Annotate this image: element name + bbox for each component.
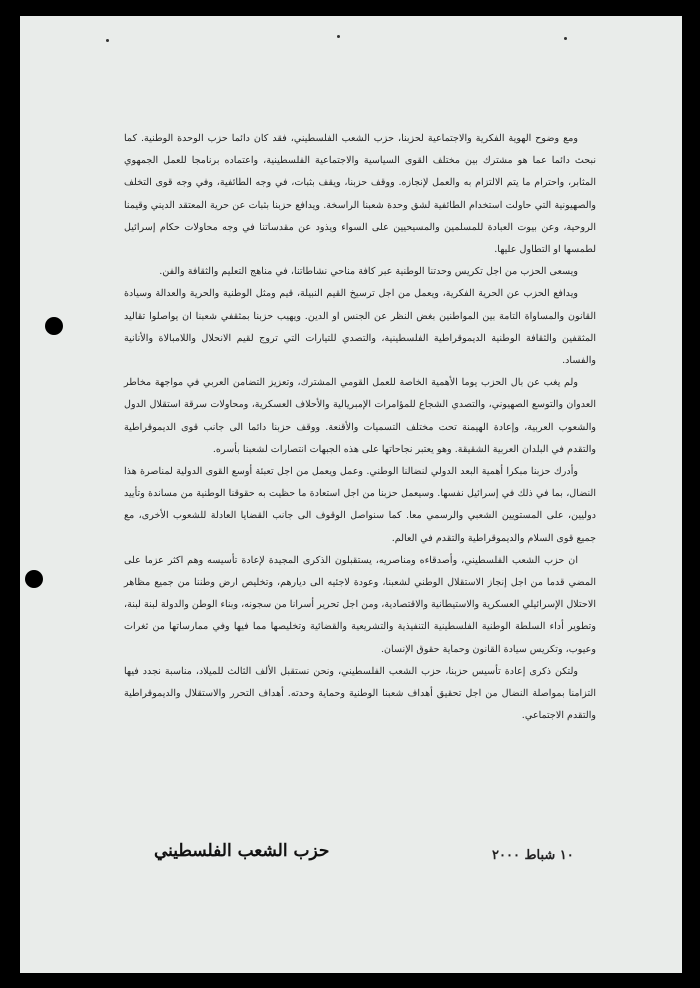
- punch-mark: [564, 37, 567, 40]
- document-body: [124, 128, 596, 727]
- paragraph-2: ويسعى الحزب من اجل تكريس وحدتنا الوطنية عبر كافة مناحي نشاطاتنا، في مناهج التعليم والثقافة والفن.: [159, 266, 578, 278]
- document-date: ١٠ شباط ٢٠٠٠: [492, 848, 574, 863]
- document-page: [20, 16, 682, 973]
- signature-party-name: حزب الشعب الفلسطيني: [154, 841, 330, 861]
- binder-hole-top: [45, 317, 63, 335]
- paragraph-1: ومع وضوح الهوية الفكرية والاجتماعية لحزبنا، حزب الشعب الفلسطيني، فقد كان دائما حزب الوحدة الوطنية. كما نبحث دائما عما هو مشترك بين مختلف القوى السياسية والاجتماعية الفلسطينية، واعتماده برنامجا للعمل الجمهوي المثابر، واحترام ما يتم الالتزام به والعمل لإنجازه. ووقف حزبنا، ويقف بثبات، في وجه الطائفية، وفي وجه قوى التخلف والصهيونية التي حاولت استخدام الطائفية لشق وحدة شعبنا الراسخة. ويدافع حزبنا بثبات عن حرية المعتقد الديني وقيمنا الروحية، وعن بيوت العبادة للمسلمين والمسيحيين على السواء ويذود عن مقدساتنا في وجه محاولات حكام إسرائيل لطمسها او التطاول عليها.: [124, 133, 596, 256]
- punch-mark: [337, 35, 340, 38]
- paragraph-3: ويدافع الحزب عن الحرية الفكرية، ويعمل من اجل ترسيخ القيم النبيلة، قيم ومثل الوطنية والحرية والعدالة وسيادة القانون والمساواة التامة بين المواطنين بغض النظر عن الجنس او الدين. ويهيب حزبنا بمثقفي شعبنا ان يواصلوا تقاليد المثقفين والثقافة الوطنية الديموقراطية الفلسطينية، والتصدي للتيارات التي تروج لقيم الانحلال واللامبالاة والأنانية والفساد.: [124, 288, 596, 367]
- punch-mark: [106, 39, 109, 42]
- paragraph-7: ولتكن ذكرى إعادة تأسيس حزبنا، حزب الشعب الفلسطيني، ونحن نستقبل الألف الثالث للميلاد، مناسبة نجدد فيها التزامنا بمواصلة النضال من اجل تحقيق أهداف شعبنا الوطنية وحماية وحدته. أهداف التحرر والاستقلال والديموقراطية والتقدم الاجتماعي.: [124, 665, 596, 722]
- paragraph-5: وأدرك حزبنا مبكرا أهمية البعد الدولي لنضالنا الوطني. وعمل ويعمل من اجل تعبئة أوسع القوى الدولية لمناصرة هذا النضال، بما في ذلك في إسرائيل نفسها. وسيعمل حزبنا من اجل استعادة ما حظيت به حقوقنا الوطنية من مساندة وتأييد دوليين، على المستويين الشعبي والرسمي معا. كما سنواصل الوقوف الى جانب القضايا العادلة للشعوب الأخرى، مع جميع قوى السلام والديموقراطية والتقدم في العالم.: [124, 466, 596, 544]
- paragraph-4: ولم يغب عن بال الحزب يوما الأهمية الخاصة للعمل القومي المشترك، وتعزيز التضامن العربي في مواجهة مخاطر العدوان والتوسع الصهيوني، والتصدي الشجاع للمؤامرات الإمبريالية والأحلاف العسكرية، ومحاولات سرقة استقلال الدول والشعوب العربية، وإعادة الهيمنة تحت مختلف التسميات والأقنعة. ووقف حزبنا دائما الى جانب قوى الديموقراطية والتقدم في البلدان العربية الشقيقة. وهو يعتبر نجاحاتها على هذه الجبهات انتصارات لشعبنا بأسره.: [124, 377, 596, 455]
- paragraph-6: ان حزب الشعب الفلسطيني، وأصدقاءه ومناصريه، يستقبلون الذكرى المجيدة لإعادة تأسيسه وهم اكثر عزما على المضي قدما من اجل إنجاز الاستقلال الوطني لشعبنا، وعودة لاجئيه الى ديارهم، وتخليص ارض وطننا من جميع مظاهر الاحتلال الإسرائيلي العسكرية والاستيطانية والاقتصادية، ومن اجل تحرير أسرانا من سجونه، وبناء الوطن والدولة لبنة لبنة، وتطوير أداء السلطة الوطنية الفلسطينية التنفيذية والتشريعية والقضائية وتخليصها مما فيها وفي ممارساتها من ثغرات وعيوب، وتكريس سيادة القانون وحماية حقوق الإنسان.: [124, 554, 596, 655]
- binder-hole-bottom: [25, 570, 43, 588]
